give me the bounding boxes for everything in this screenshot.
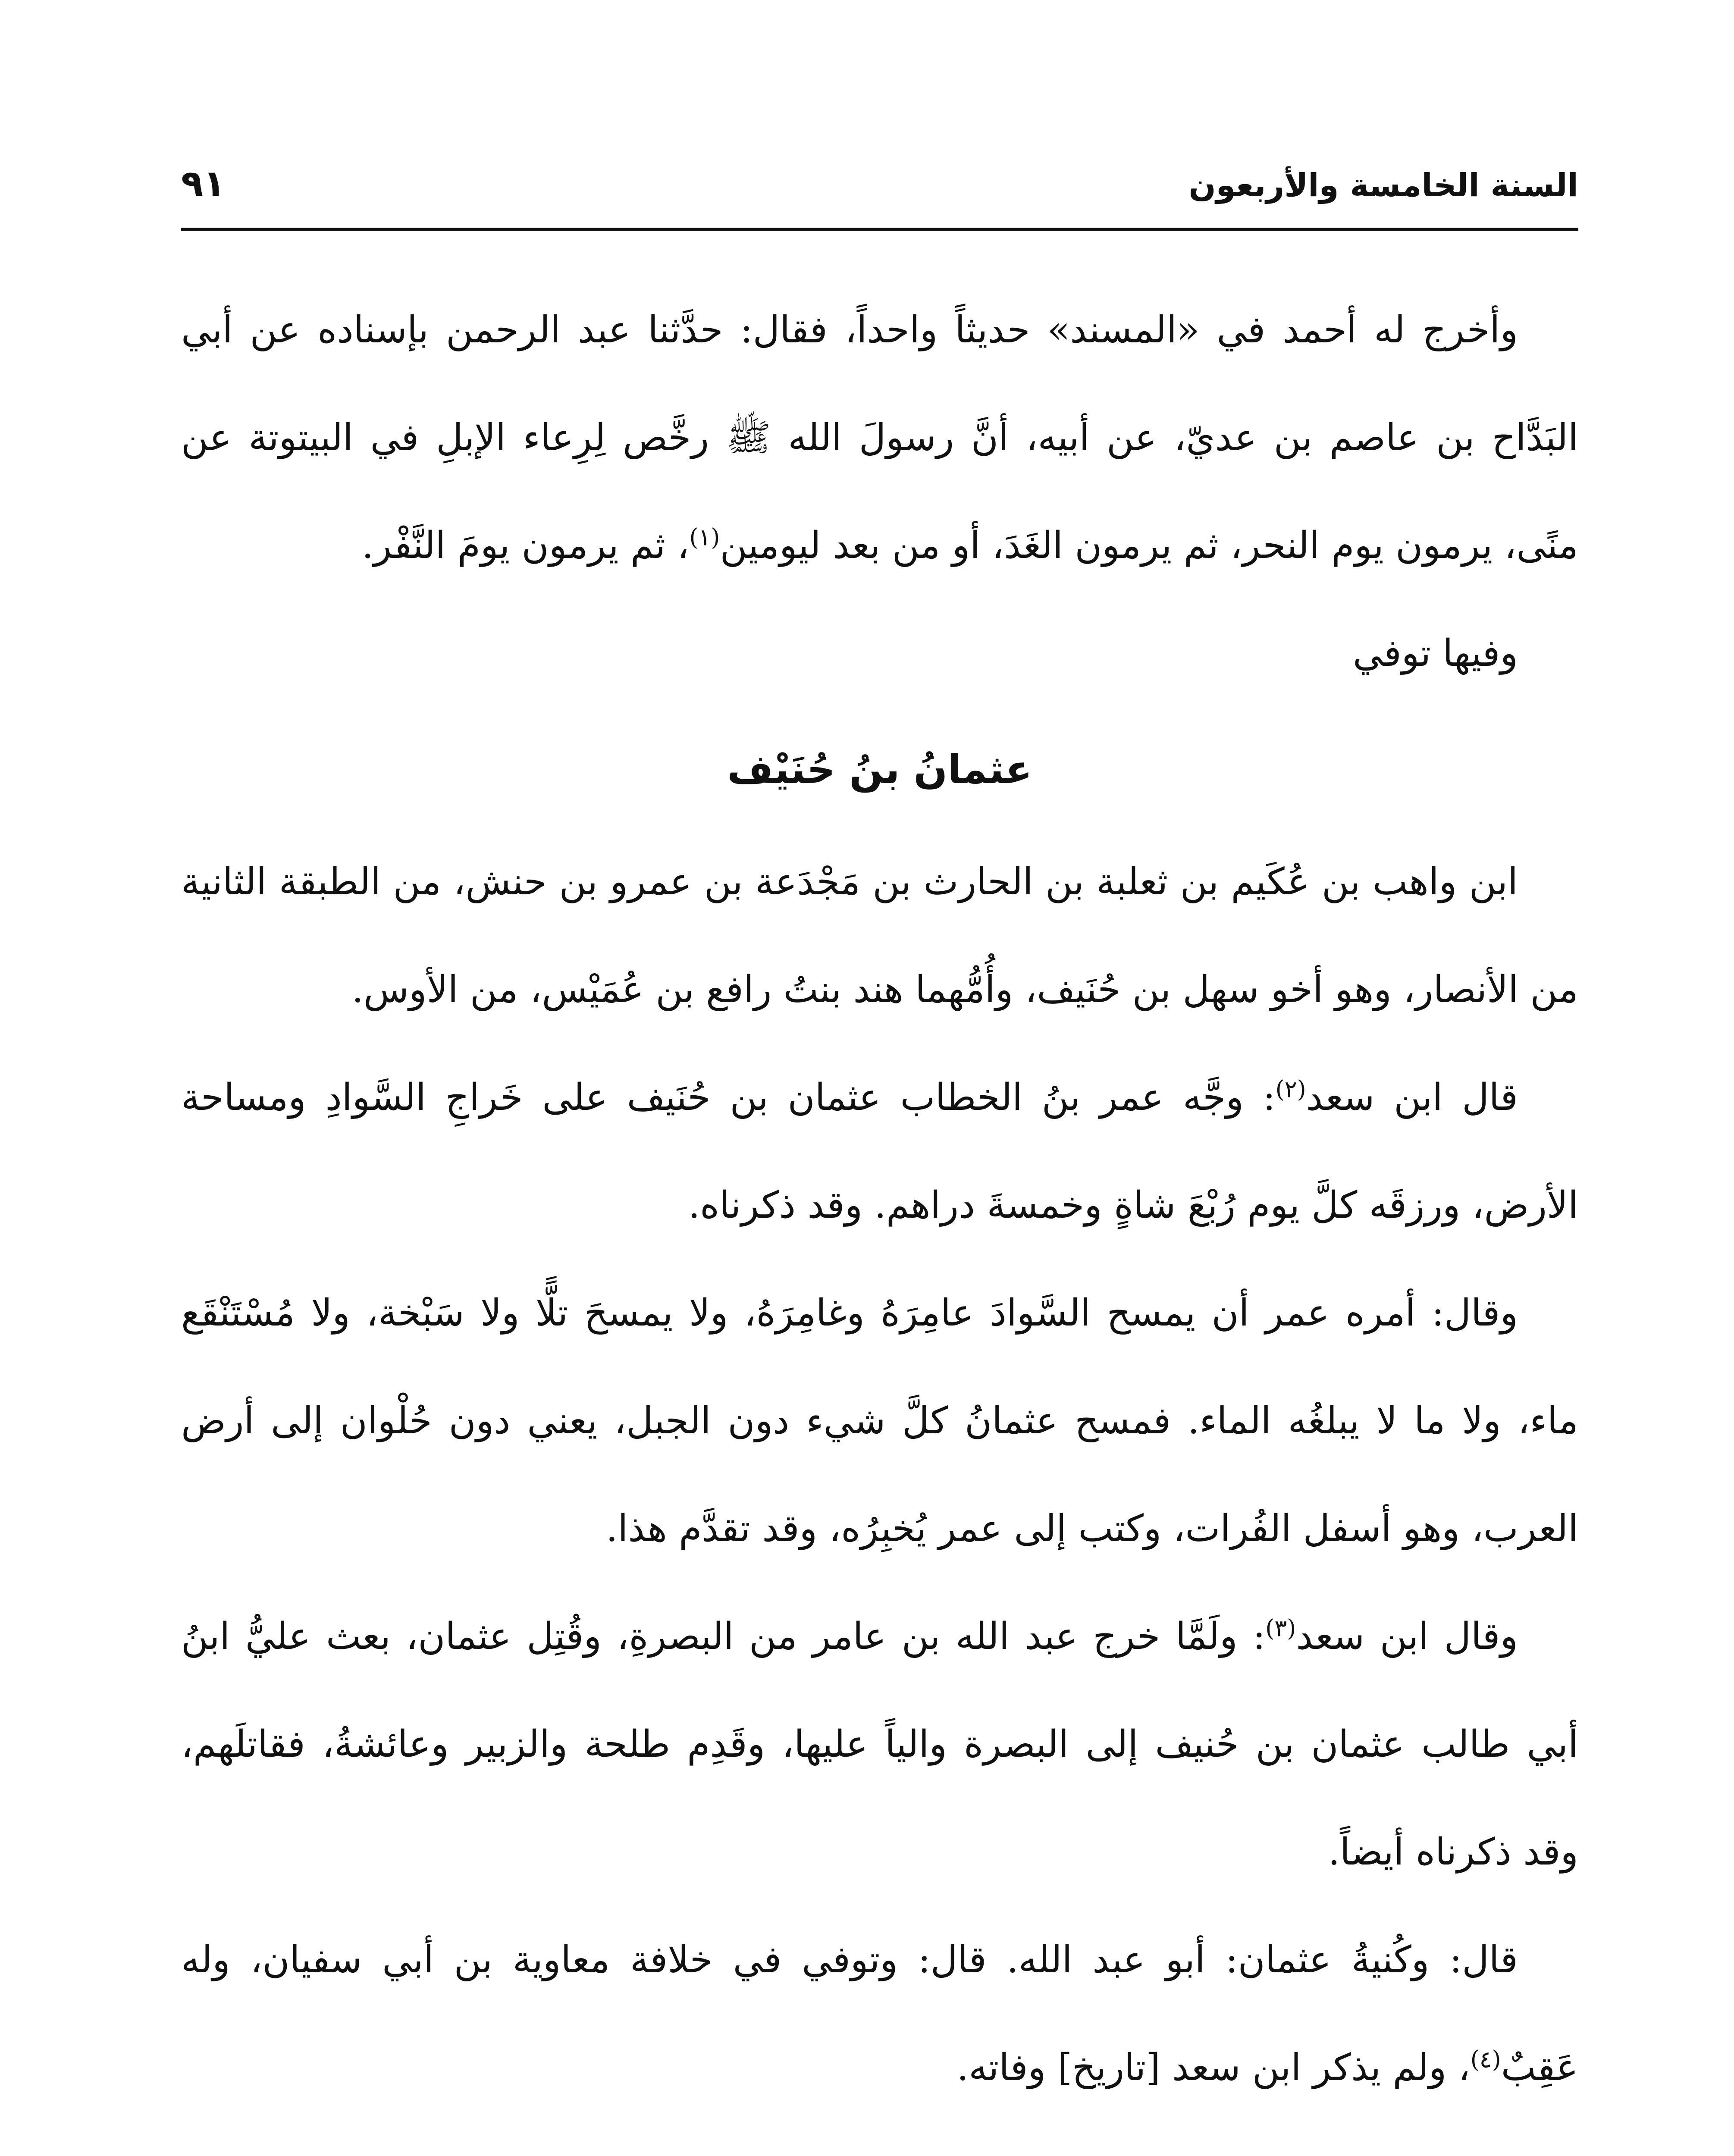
paragraph-text: ، ولم يذكر ابن سعد [تاريخ] وفاته. xyxy=(956,2046,1471,2089)
paragraph-text: وأخرج له أحمد في «المسند» حديثاً واحداً، فقال: حدَّثنا عبد الرحمن بإسناده عن أبي البَدَّاح بن عاصم بن عديّ، عن أبيه، أنَّ رسولَ الله ﷺ رخَّص لِرِعاء الإبلِ في البيتوتة عن منًى، يرمون يوم النحر، ثم يرمون الغَدَ، أو من بعد ليومين xyxy=(181,308,1578,567)
paragraph-text: : وجَّه عمر بنُ الخطاب عثمان بن حُنَيف على خَراجِ السَّوادِ ومساحة الأرض، ورزقَه كلَّ يوم رُبْعَ شاةٍ وخمسةَ دراهم. وقد ذكرناه. xyxy=(181,1076,1578,1227)
paragraph-musnad-hadith xyxy=(181,276,1578,599)
footnote-marker-2: (٢) xyxy=(1275,1075,1306,1103)
paragraph-lineage: ابن واهب بن عُكَيم بن ثعلبة بن الحارث بن مَجْدَعة بن عمرو بن حنش، من الطبقة الثانية من الأنصار، وهو أخو سهل بن حُنَيف، وأُمُّهما هند بنتُ رافع بن عُمَيْس، من الأوس. xyxy=(181,860,1578,1011)
paragraph-text: قال ابن سعد xyxy=(1306,1076,1518,1119)
paragraph-text: : ولَمَّا خرج عبد الله بن عامر من البصرةِ، وقُتِل عثمان، بعث عليُّ ابنُ أبي طالب عثمان بن حُنيف إلى البصرة والياً عليها، وقَدِم طلحة والزبير وعائشةُ، فقاتلَهم، وقد ذكرناه أيضاً. xyxy=(181,1615,1578,1874)
header-divider xyxy=(181,228,1578,231)
paragraph-text: وقال ابن سعد xyxy=(1296,1615,1518,1658)
paragraph-ibn-saad-2 xyxy=(181,1583,1578,1906)
paragraph-kunya xyxy=(181,1906,1578,2122)
footnote-marker-1: (١) xyxy=(689,523,720,551)
page-header xyxy=(181,147,1578,220)
running-title: السنة الخامسة والأربعون xyxy=(1188,167,1578,204)
paragraph-ibn-saad-1 xyxy=(181,1044,1578,1259)
paragraph-text: قال: وكُنيةُ عثمان: أبو عبد الله. قال: وتوفي في خلافة معاوية بن أبي سفيان، وله عَقِبٌ xyxy=(181,1938,1578,2089)
paragraph-died-this-year: وفيها توفي xyxy=(1353,632,1518,675)
section-heading: عثمانُ بنُ حُنَيْف xyxy=(727,746,1032,793)
paragraph-text: ، ثم يرمون يومَ النَّفْر. xyxy=(362,524,690,567)
footnote-marker-4: (٤) xyxy=(1470,2046,1501,2073)
main-text xyxy=(181,276,1578,2122)
footnote-marker-3: (٣) xyxy=(1265,1614,1296,1642)
paragraph-survey: وقال: أمره عمر أن يمسح السَّوادَ عامِرَهُ وغامِرَهُ، ولا يمسحَ تلًّا ولا سَبْخة، ولا مُسْتَنْقَع ماء، ولا ما لا يبلغُه الماء. فمسح عثمانُ كلَّ شيء دون الجبل، يعني دون حُلْوان إلى أرض العرب، وهو أسفل الفُرات، وكتب إلى عمر يُخبِرُه، وقد تقدَّم هذا. xyxy=(181,1291,1578,1550)
page-number: ٩١ xyxy=(181,162,226,204)
